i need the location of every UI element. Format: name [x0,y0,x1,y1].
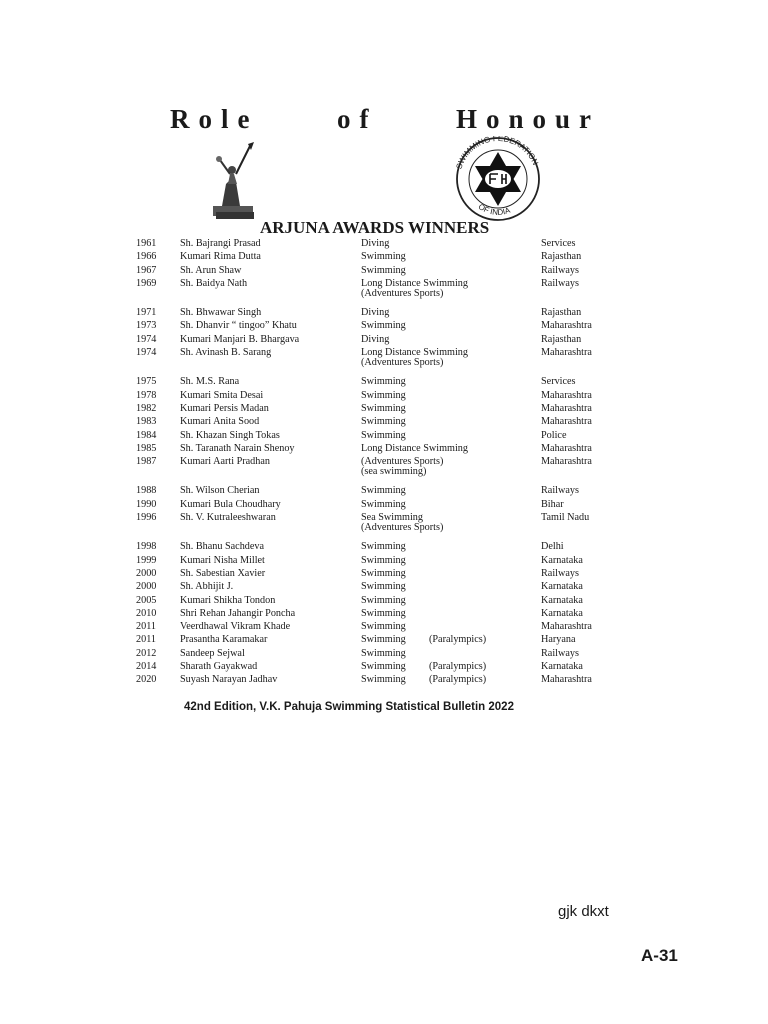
winner-state: Maharashtra [541,442,592,454]
table-row [0,279,768,305]
winner-year: 1983 [136,416,157,428]
table-row [0,569,768,582]
winner-event [361,661,487,673]
winner-state: Maharashtra [541,347,592,359]
table-row [0,513,768,539]
winner-year: 1969 [136,277,157,289]
event-line: (Adventures Sports) [361,456,444,468]
winner-event [361,444,468,454]
winner-year: 2000 [136,581,157,593]
table-row [0,622,768,635]
event-line-2: (Adventures Sports) [361,522,444,534]
section-heading: ARJUNA AWARDS WINNERS [260,218,490,237]
winner-year: 1984 [136,429,157,441]
winner-year: 1985 [136,442,157,454]
winner-event [361,417,406,427]
table-row [0,377,768,390]
winner-event [361,542,406,552]
winner-year: 1961 [136,238,157,249]
winner-state: Railways [541,485,579,497]
winner-year: 2011 [136,621,156,633]
event-line: Swimming [361,389,406,401]
table-row [0,239,768,252]
winner-year: 2005 [136,594,157,606]
event-line: Diving [361,307,390,319]
svg-text:SWIMMING FEDERATION: SWIMMING FEDERATION [454,136,541,171]
event-line-2: (sea swimming) [361,466,427,478]
winner-name: Sharath Gayakwad [180,661,258,673]
winner-state: Services [541,238,576,249]
winner-name: Kumari Shikha Tondon [180,594,276,606]
winner-event [361,391,406,401]
winner-event [361,348,468,368]
event-line: Swimming [361,498,406,510]
winner-year: 2012 [136,647,157,659]
table-row [0,335,768,348]
event-line: Swimming [361,416,406,428]
winner-name: Kumari Anita Sood [180,416,260,428]
winner-state: Rajasthan [541,333,582,345]
winner-state: Police [541,429,567,441]
winner-name: Kumari Persis Madan [180,402,269,414]
winner-event [361,622,406,632]
winner-state: Railways [541,567,579,579]
winner-event [361,649,406,659]
winners-list [0,239,768,689]
winner-name: Sh. Bhwawar Singh [180,307,262,319]
winner-year: 1971 [136,307,157,319]
winner-name: Sh. Baidya Nath [180,277,248,289]
winner-state: Maharashtra [541,320,592,332]
winner-event [361,486,406,496]
title-word: Role [170,104,259,134]
winner-state: Tamil Nadu [541,512,590,524]
table-row [0,542,768,555]
winner-event [361,500,406,510]
table-row [0,596,768,609]
winner-event [361,457,443,477]
event-line: Swimming [361,634,406,646]
swimming-federation-logo [446,136,550,222]
table-row [0,649,768,662]
winner-state: Rajasthan [541,307,582,319]
table-row [0,457,768,483]
arjuna-trophy-icon [210,140,260,220]
event-line: Swimming [361,264,406,276]
event-line-2: (Adventures Sports) [361,357,444,369]
winner-event [361,556,406,566]
page-number: A-31 [641,946,678,965]
winner-event [361,431,406,441]
event-line: Swimming [361,485,406,497]
event-line: Swimming [361,607,406,619]
event-line: Long Distance Swimming [361,277,468,289]
winner-name: Kumari Manjari B. Bhargava [180,333,300,345]
winner-name: Sh. Bhanu Sachdeva [180,541,265,553]
event-line: Swimming [361,661,406,673]
event-note: (Paralympics) [429,634,487,646]
event-line: Swimming [361,402,406,414]
winner-state: Bihar [541,498,564,510]
winner-name: Sh. V. Kutraleeshwaran [180,512,276,524]
winner-state: Maharashtra [541,416,592,428]
event-line: Sea Swimming [361,512,423,524]
event-line: Swimming [361,376,406,388]
winner-name: Sh. M.S. Rana [180,376,240,388]
winner-state: Railways [541,264,579,276]
winner-name: Kumari Aarti Pradhan [180,456,270,468]
winner-state: Railways [541,277,579,289]
winner-year: 1975 [136,376,157,388]
winner-state: Services [541,376,576,388]
winner-state: Karnataka [541,581,583,593]
table-row [0,252,768,265]
winner-name: Sh. Taranath Narain Shenoy [180,442,295,454]
table-row [0,308,768,321]
table-row [0,444,768,457]
table-row [0,635,768,648]
table-row [0,404,768,417]
winner-year: 1974 [136,347,157,359]
winner-state: Maharashtra [541,389,592,401]
table-row [0,582,768,595]
event-line: Swimming [361,541,406,553]
winner-name: Sh. Dhanvir “ tingoo” Khatu [180,320,297,332]
table-row [0,486,768,499]
winner-state: Maharashtra [541,621,592,633]
winner-name: Suyash Narayan Jadhav [180,674,278,686]
table-row [0,266,768,279]
winner-event [361,513,443,533]
winner-year: 1978 [136,389,157,401]
winner-year: 1967 [136,264,157,276]
event-note: (Paralympics) [429,674,487,686]
winner-name: Sh. Khazan Singh Tokas [180,429,280,441]
winner-name: Sh. Avinash B. Sarang [180,347,272,359]
winner-name: Kumari Smita Desai [180,389,264,401]
table-row [0,662,768,675]
winner-state: Karnataka [541,594,583,606]
winner-year: 1974 [136,333,157,345]
winner-year: 1998 [136,541,157,553]
event-note: (Paralympics) [429,661,487,673]
winner-event [361,252,406,262]
winner-year: 1966 [136,251,157,263]
winner-event [361,674,487,686]
page-title [170,104,600,135]
event-line: Swimming [361,594,406,606]
table-row [0,391,768,404]
winner-event [361,266,406,276]
svg-text:OF INDIA: OF INDIA [476,202,512,217]
winner-year: 1988 [136,485,157,497]
winner-year: 2011 [136,634,156,646]
event-line: Swimming [361,429,406,441]
winner-state: Maharashtra [541,402,592,414]
winner-state: Karnataka [541,661,583,673]
table-row [0,500,768,513]
winner-event [361,609,406,619]
winner-name: Sh. Abhijit J. [180,581,234,593]
winner-state: Karnataka [541,554,583,566]
winner-name: Sh. Sabestian Xavier [180,567,266,579]
table-row [0,556,768,569]
table-row [0,417,768,430]
winner-name: Prasantha Karamakar [180,634,268,646]
event-line: Diving [361,333,390,345]
table-row [0,609,768,622]
winner-event [361,569,406,579]
winner-year: 2000 [136,567,157,579]
table-row [0,675,768,688]
winner-name: Kumari Rima Dutta [180,251,261,263]
winner-state: Haryana [541,634,576,646]
winner-event [361,239,389,249]
event-line: Swimming [361,554,406,566]
winner-state: Rajasthan [541,251,582,263]
winner-state: Delhi [541,541,564,553]
winner-name: Kumari Bula Choudhary [180,498,281,510]
winner-name: Shri Rehan Jahangir Poncha [180,607,296,619]
event-line: Diving [361,238,390,249]
event-line: Long Distance Swimming [361,442,468,454]
winner-event [361,634,487,646]
winner-event [361,308,389,318]
table-row [0,321,768,334]
winner-event [361,335,389,345]
event-line-2: (Adventures Sports) [361,287,444,299]
winner-year: 2020 [136,674,157,686]
winner-event [361,596,406,606]
winner-year: 1990 [136,498,157,510]
winner-state: Railways [541,647,579,659]
winner-year: 1996 [136,512,157,524]
winner-event [361,279,468,299]
title-word: Honour [455,104,600,134]
winner-year: 2014 [136,661,157,673]
event-line: Long Distance Swimming [361,347,468,359]
handwritten-note: gjk dkxt [558,903,609,920]
bulletin-footer: 42nd Edition, V.K. Pahuja Swimming Statistical Bulletin 2022 [184,701,514,713]
winner-name: Sh. Bajrangi Prasad [180,238,261,249]
winner-year: 1987 [136,456,157,468]
event-line: Swimming [361,674,406,686]
winner-year: 1999 [136,554,157,566]
event-line: Swimming [361,621,406,633]
event-line: Swimming [361,567,406,579]
winner-state: Maharashtra [541,456,592,468]
winner-name: Sh. Wilson Cherian [180,485,260,497]
event-line: Swimming [361,320,406,332]
title-word: of [336,104,378,134]
winner-name: Kumari Nisha Millet [180,554,265,566]
winner-year: 1982 [136,402,157,414]
winner-event [361,404,406,414]
winner-year: 2010 [136,607,157,619]
winner-state: Karnataka [541,607,583,619]
winner-year: 1973 [136,320,157,332]
table-row [0,348,768,374]
event-line: Swimming [361,581,406,593]
winner-name: Sh. Arun Shaw [180,264,242,276]
winner-name: Veerdhawal Vikram Khade [180,621,291,633]
event-line: Swimming [361,647,406,659]
table-row [0,431,768,444]
winner-event [361,582,406,592]
winner-name: Sandeep Sejwal [180,647,245,659]
winner-event [361,321,406,331]
event-line: Swimming [361,251,406,263]
winner-state: Maharashtra [541,674,592,686]
winner-event [361,377,406,387]
